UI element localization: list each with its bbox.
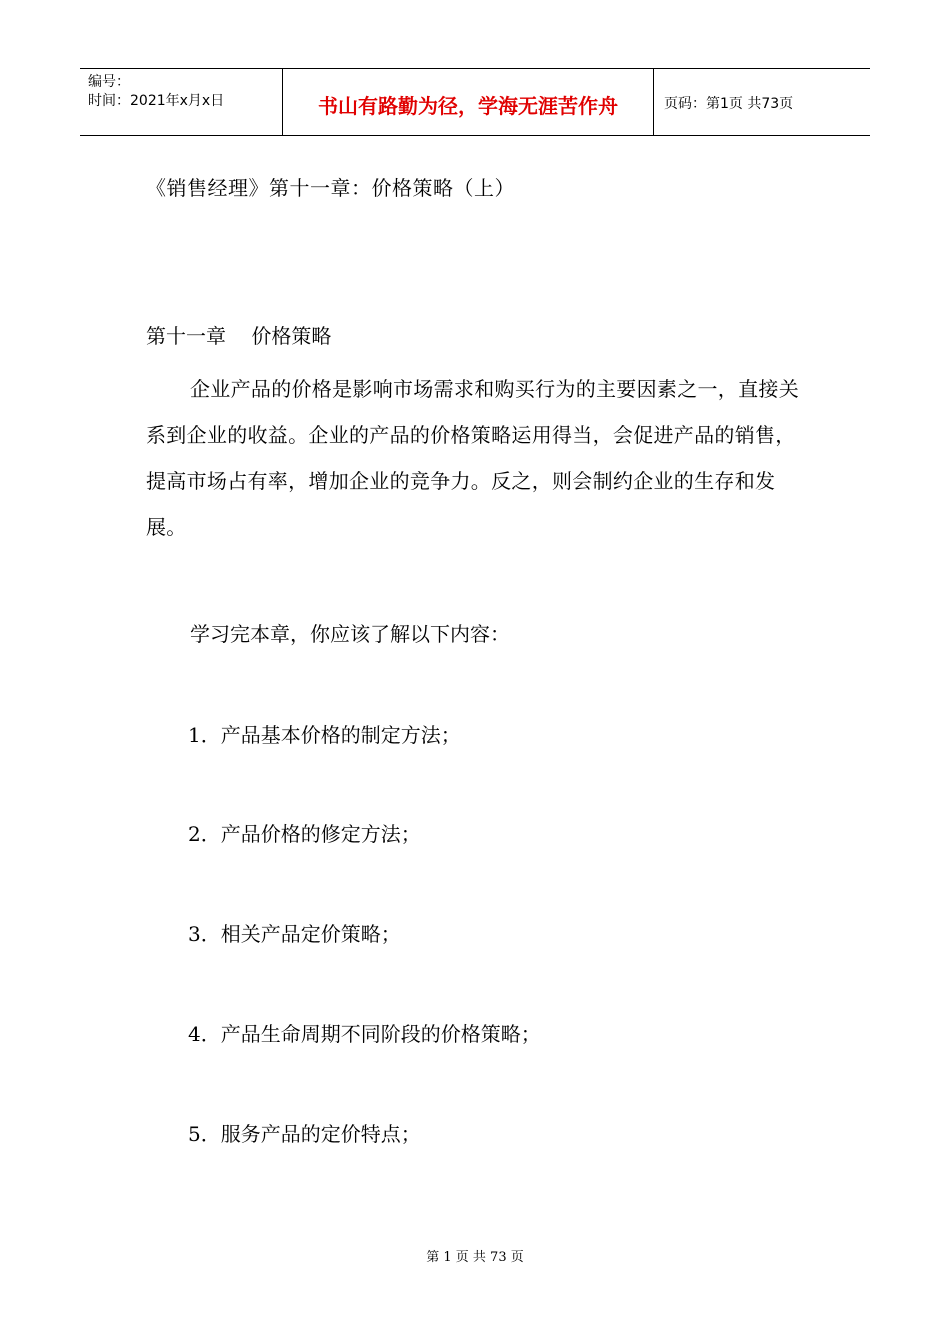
learning-item: 2．产品价格的修定方法；: [188, 822, 421, 846]
chapter-heading: 第十一章 价格策略: [146, 324, 332, 348]
intro-paragraph: 企业产品的价格是影响市场需求和购买行为的主要因素之一，直接关系到企业的收益。企业的产品的价格策略运用得当，会促进产品的销售，提高市场占有率，增加企业的竞争力。反之，则会制约企业的生存和发展。: [146, 377, 799, 539]
learning-item: 4．产品生命周期不同阶段的价格策略；: [188, 1022, 541, 1046]
time-label: 时间：2021年x月x日: [88, 93, 225, 109]
learning-item: 1．产品基本价格的制定方法；: [188, 723, 461, 747]
learning-item: 3．相关产品定价策略；: [188, 922, 401, 946]
number-label: 编号：: [88, 74, 130, 90]
page-header: [80, 68, 870, 136]
document-title: 《销售经理》第十一章：价格策略（上）: [146, 176, 515, 200]
header-meta: [80, 69, 282, 135]
header-page-info: 页码：第1页 共73页: [664, 96, 794, 112]
page-footer: 第 1 页 共 73 页: [426, 1250, 524, 1265]
learning-lead: 学习完本章，你应该了解以下内容：: [190, 622, 510, 646]
header-motto: 书山有路勤为径，学海无涯苦作舟: [282, 69, 654, 135]
learning-item: 5．服务产品的定价特点；: [188, 1122, 421, 1146]
